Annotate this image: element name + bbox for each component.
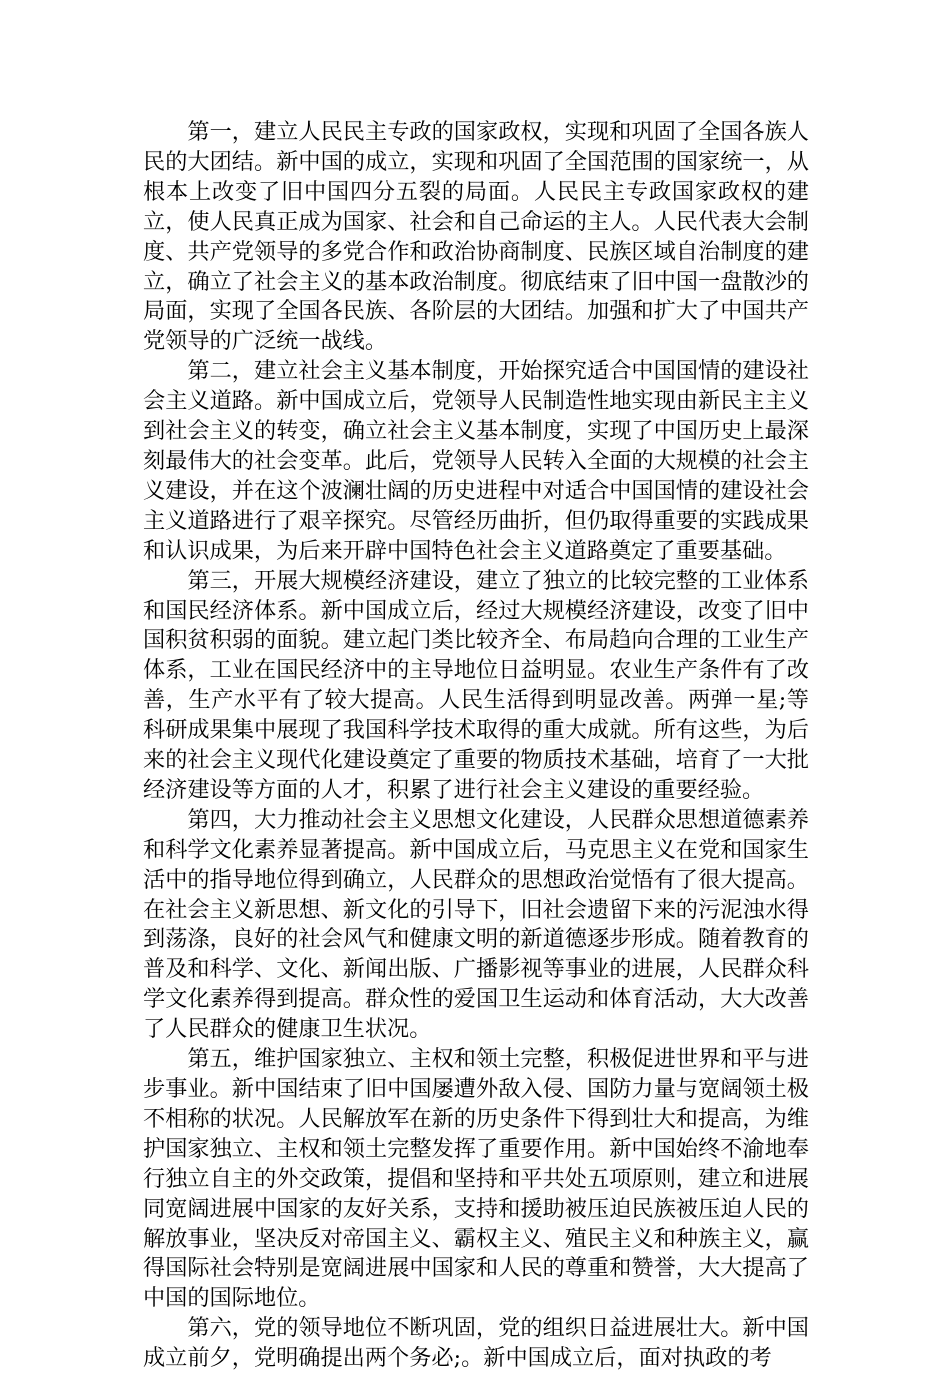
paragraph-fifth-sovereignty: 第五，维护国家独立、主权和领土完整，积极促进世界和平与进步事业。新中国结束了旧中国屡遭外敌入侵、国防力量与宽阔领土极不相称的状况。人民解放军在新的历史条件下得到壮大和提高，为维护国家独立、主权和领土完整发挥了重要作用。新中国始终不渝地奉行独立自主的外交政策，提倡和坚持和平共处五项原则，建立和进展同宽阔进展中国家的友好关系，支持和援助被压迫民族被压迫人民的解放事业，坚决反对帝国主义、霸权主义、殖民主义和种族主义，赢得国际社会特别是宽阔进展中国家和人民的尊重和赞誉，大大提高了中国的国际地位。 [143, 1046, 809, 1312]
paragraph-fourth-culture: 第四，大力推动社会主义思想文化建设，人民群众思想道德素养和科学文化素养显著提高。新中国成立后，马克思主义在党和国家生活中的指导地位得到确立，人民群众的思想政治觉悟有了很大提高。在社会主义新思想、新文化的引导下，旧社会遗留下来的污泥浊水得到荡涤，良好的社会风气和健康文明的新道德逐步形成。随着教育的普及和科学、文化、新闻出版、广播影视等事业的进展，人民群众科学文化素养得到提高。群众性的爱国卫生运动和体育活动，大大改善了人民群众的健康卫生状况。 [143, 806, 809, 1043]
paragraph-third-economic-construction: 第三，开展大规模经济建设，建立了独立的比较完整的工业体系和国民经济体系。新中国成立后，经过大规模经济建设，改变了旧中国积贫积弱的面貌。建立起门类比较齐全、布局趋向合理的工业生产体系，工业在国民经济中的主导地位日益明显。农业生产条件有了改善，生产水平有了较大提高。人民生活得到明显改善。两弹一星;等科研成果集中展现了我国科学技术取得的重大成就。所有这些，为后来的社会主义现代化建设奠定了重要的物质技术基础，培育了一大批经济建设等方面的人才，积累了进行社会主义建设的重要经验。 [143, 567, 809, 803]
paragraph-sixth-party-leadership: 第六，党的领导地位不断巩固，党的组织日益进展壮大。新中国成立前夕，党明确提出两个务必;。新中国成立后，面对执政的考 [143, 1315, 809, 1372]
paragraph-first-political-power: 第一，建立人民民主专政的国家政权，实现和巩固了全国各族人民的大团结。新中国的成立，实现和巩固了全国范围的国家统一，从根本上改变了旧中国四分五裂的局面。人民民主专政国家政权的建立，使人民真正成为国家、社会和自己命运的主人。人民代表大会制度、共产党领导的多党合作和政治协商制度、民族区域自治制度的建立，确立了社会主义的基本政治制度。彻底结束了旧中国一盘散沙的局面，实现了全国各民族、各阶层的大团结。加强和扩大了中国共产党领导的广泛统一战线。 [143, 119, 809, 355]
document-body [143, 118, 809, 1374]
paragraph-second-socialist-system: 第二，建立社会主义基本制度，开始探究适合中国国情的建设社会主义道路。新中国成立后，党领导人民制造性地实现由新民主主义到社会主义的转变，确立社会主义基本制度，实现了中国历史上最深刻最伟大的社会变革。此后，党领导人民转入全面的大规模的社会主义建设，并在这个波澜壮阔的历史进程中对适合中国国情的建设社会主义道路进行了艰辛探究。尽管经历曲折，但仍取得重要的实践成果和认识成果，为后来开辟中国特色社会主义道路奠定了重要基础。 [143, 358, 809, 564]
